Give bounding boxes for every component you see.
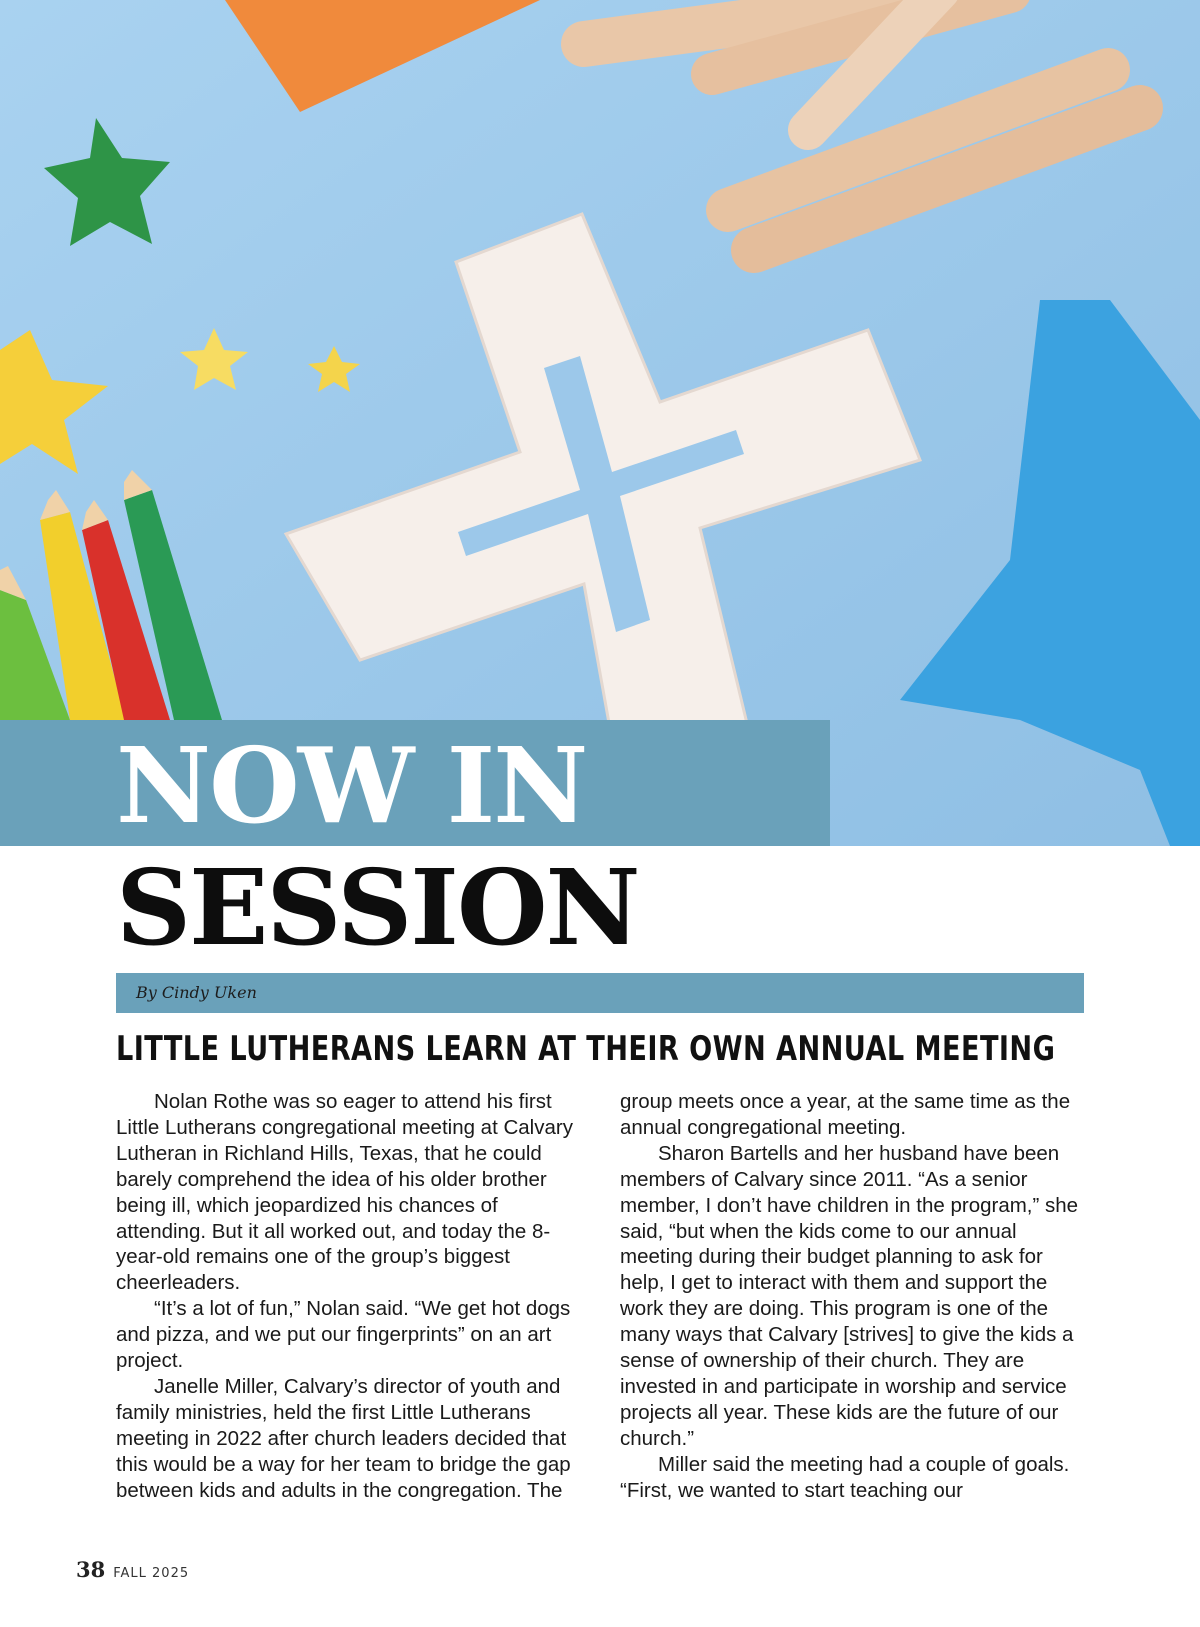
article-column-right bbox=[620, 1089, 1080, 1504]
article-title-line-2: SESSION bbox=[116, 846, 639, 969]
paragraph: group meets once a year, at the same time as the annual congregational meeting. bbox=[620, 1090, 1071, 1139]
issue-label: FALL 2025 bbox=[113, 1566, 190, 1581]
paragraph: Miller said the meeting had a couple of goals. “First, we wanted to start teaching our bbox=[620, 1452, 1070, 1502]
page-number: 38 bbox=[76, 1557, 106, 1582]
article-title-line-1: NOW IN bbox=[116, 724, 587, 847]
paragraph: Sharon Bartells and her husband have been members of Calvary since 2011. “As a senior member, I don’t have children in the program,” she said, “but when the kids come to our annual meeting during their budget planning to ask for help, I get to interact with them and support the work they are doing. This program is one of the many ways that Calvary [strives] to give the kids a sense of ownership of their church. They are invested in and participate in worship and service projects all year. These kids are the future of our church.” bbox=[620, 1141, 1079, 1450]
paragraph: “It’s a lot of fun,” Nolan said. “We get hot dogs and pizza, and we put our fingerprints” on an art project. bbox=[116, 1297, 571, 1373]
paragraph: Nolan Rothe was so eager to attend his first Little Lutherans congregational meeting at Calvary Lutheran in Richland Hills, Texas, that he could barely comprehend the idea of his older brother being ill, which jeopardized his chances of attending. But it all worked out, and today the 8-year-old remains one of the group’s biggest cheerleaders. bbox=[116, 1090, 573, 1295]
paragraph: Janelle Miller, Calvary’s director of youth and family ministries, held the first Little Lutherans meeting in 2022 after church leaders decided that this would be a way for her team to bridge the gap between kids and adults in the congregation. The bbox=[116, 1374, 571, 1502]
article-column-left bbox=[116, 1089, 576, 1504]
page-footer bbox=[76, 1557, 189, 1582]
byline-bar bbox=[116, 973, 1084, 1013]
byline: By Cindy Uken bbox=[136, 983, 257, 1002]
article-subhead: LITTLE LUTHERANS LEARN AT THEIR OWN ANNUAL MEETING bbox=[116, 1029, 1056, 1069]
